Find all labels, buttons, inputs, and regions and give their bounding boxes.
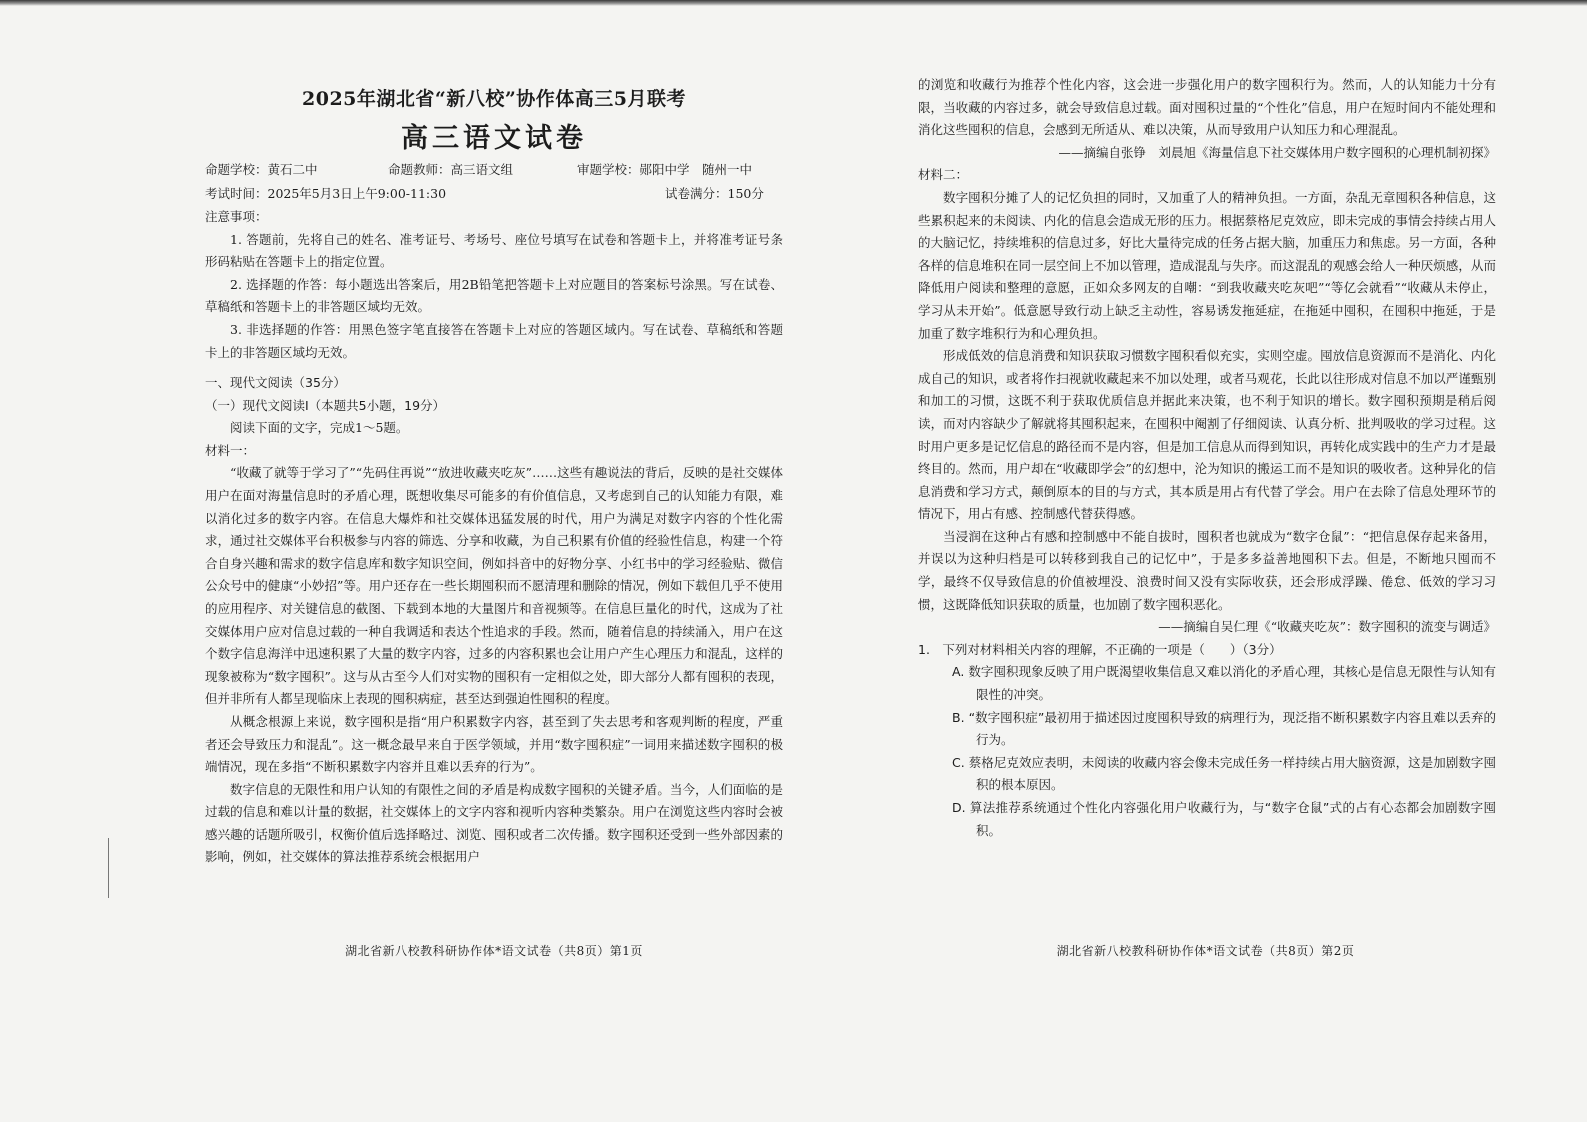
paragraph: 从概念根源上来说，数字囤积是指“用户积累数字内容，甚至到了失去思考和客观判断的程度，严重者还会导致压力和混乱”。这一概念最早来自于医学领域，并用“数字囤积症”一词用来描述数字囤积的极端情况，现在多指“不断积累数字内容并且难以丢弃的行为”。 <box>205 713 783 775</box>
paragraph: 数字信息的无限性和用户认知的有限性之间的矛盾是构成数字囤积的关键矛盾。当今，人们面临的是过载的信息和难以计量的数据，社交媒体上的文字内容和视听内容种类繁杂。用户在浏览这些内容时会被感兴趣的话题所吸引，权衡价值后选择略过、浏览、囤积或者二次传播。数字囤积还受到一些外部因素的影响，例如，社交媒体的算法推荐系统会根据用户 <box>205 781 783 865</box>
notices-block <box>205 206 783 364</box>
material-1-label: 材料一： <box>205 442 256 458</box>
meta-score: 试卷满分：150分 <box>665 186 764 201</box>
question-option-a: A. 数字囤积现象反映了用户既渴望收集信息又难以消化的矛盾心理，其核心是信息无限性与认知有限性的冲突。 <box>952 664 1496 703</box>
exam-page-1 <box>205 0 783 1122</box>
paragraph: “收藏了就等于学习了”“先码住再说”“放进收藏夹吃灰”……这些有趣说法的背后，反映的是社交媒体用户在面对海量信息时的矛盾心理，既想收集尽可能多的有价值信息，又考虑到自己的认知能力有限，难以消化过多的数字内容。在信息大爆炸和社交媒体迅猛发展的时代，用户为满足对数字内容的个性化需求，通过社交媒体平台积极参与内容的筛选、分享和收藏，为自己积累有价值的经验性信息，构建一个符合自身兴趣和需求的数字信息库和数字知识空间，例如抖音中的好物分享、小红书中的学习经验贴、微信公众号中的健康“小妙招”等。用户还存在一些长期囤积而不愿清理和删除的情况，例如下载但几乎不使用的应用程序、对关键信息的截图、下载到本地的大量图片和音视频等。在信息巨量化的时代，这成为了社交媒体用户应对信息过载的一种自我调适和表达个性追求的手段。然而，随着信息的持续涌入，用户在这个数字信息海洋中迅速积累了大量的数字内容，过多的内容积累也会让用户产生心理压力和混乱，这样的现象被称为“数字囤积”。这与从古至今人们对实物的囤积有一定相似之处，即大部分人都有囤积的表现，但并非所有人都呈现临床上表现的囤积病症，甚至达到强迫性囤积的程度。 <box>205 465 783 707</box>
section-heading: 一、现代文阅读（35分） <box>205 375 346 390</box>
meta-school: 命题学校：黄石二中 <box>205 162 318 177</box>
source-citation: ——摘编自吴仁理《“收藏夹吃灰”：数字囤积的流变与调适》 <box>1158 619 1496 635</box>
page-footer: 湖北省新八校教科研协作体*语文试卷（共8页）第1页 <box>345 944 643 958</box>
reading-section <box>205 372 783 869</box>
source-citation: ——摘编自张铮 刘晨旭《海量信息下社交媒体用户数字囤积的心理机制初探》 <box>1058 144 1496 160</box>
instruction-text: 阅读下面的文字，完成1～5题。 <box>230 420 409 436</box>
material-2-label: 材料二： <box>918 167 969 183</box>
question-option-d: D. 算法推荐系统通过个性化内容强化用户收藏行为，与“数字仓鼠”式的占有心态都会加剧数字囤积。 <box>952 800 1496 838</box>
page-2-body <box>918 74 1496 842</box>
question-stem: 1. 下列对材料相关内容的理解，不正确的一项是（ ）（3分） <box>918 641 1282 657</box>
question-option-c: C. 蔡格尼克效应表明，未阅读的收藏内容会像未完成任务一样持续占用大脑资源，这是加剧数字囤积的根本原因。 <box>952 754 1496 793</box>
subsection-heading: （一）现代文阅读Ⅰ（本题共5小题，19分） <box>205 397 446 413</box>
notice-item: 3. 非选择题的作答：用黑色签字笔直接答在答题卡上对应的答题区域内。写在试卷、草稿纸和答题卡上的非答题区域均无效。 <box>205 321 783 360</box>
binding-mark <box>108 838 109 898</box>
notice-heading: 注意事项： <box>205 209 268 224</box>
question-option-b: B. “数字囤积症”最初用于描述因过度囤积导致的病理行为，现泛指不断积累数字内容且难以丢弃的行为。 <box>952 709 1496 748</box>
paragraph: 形成低效的信息消费和知识获取习惯数字囤积看似充实，实则空虚。囤放信息资源而不是消化、内化成自己的知识，或者将作扫视就收藏起来不加以处理，或者马观花，长此以往形成对信息不加以严谨甄别和加工的习惯，这既不利于获取优质信息并据此来决策，也不利于知识的增长。数字囤积预期是稍后阅读，而对内容缺少了解就将其囤积起来，在囤积中阉割了仔细阅读、认真分析、批判吸收的学习过程。这时用户更多是记忆信息的路径而不是内容，但是加工信息从而得到知识，再转化成实践中的生产力才是最终目的。然而，用户却在“收藏即学会”的幻想中，沦为知识的搬运工而不是知识的吸收者。这种异化的信息消费和学习方式，颠倒原本的目的与方式，其本质是用占有代替了学会。用户在去除了信息处理环节的情况下，用占有感、控制感代替获得感。 <box>918 348 1496 522</box>
exam-subtitle: 高三语文试卷 <box>401 123 587 154</box>
paragraph: 当浸润在这种占有感和控制感中不能自拔时，囤积者也就成为“数字仓鼠”：“把信息保存起来备用，并误以为这种归档是可以转移到我自己的记忆中”，于是多多益善地囤积下去。但是，不断地只囤而不学，最终不仅导致信息的价值被埋没、浪费时间又没有实际收获，还会形成浮躁、倦怠、低效的学习习惯，这既降低知识获取的质量，也加剧了数字囤积恶化。 <box>918 528 1496 612</box>
exam-page-2 <box>918 0 1496 1122</box>
meta-teacher: 命题教师：高三语文组 <box>388 162 514 177</box>
notice-item: 1. 答题前，先将自己的姓名、准考证号、考场号、座位号填写在试卷和答题卡上，并将准考证号条形码粘贴在答题卡上的指定位置。 <box>205 231 783 270</box>
paragraph: 的浏览和收藏行为推荐个性化内容，这会进一步强化用户的数字囤积行为。然而，人的认知能力十分有限，当收藏的内容过多，就会导致信息过载。面对囤积过量的“个性化”信息，用户在短时间内不能处理和消化这些囤积的信息，会感到无所适从、难以决策，从而导致用户认知压力和心理混乱。 <box>918 77 1496 138</box>
page-footer: 湖北省新八校教科研协作体*语文试卷（共8页）第2页 <box>1056 944 1355 958</box>
exam-title: 2025年湖北省“新八校”协作体高三5月联考 <box>302 88 686 110</box>
notice-item: 2. 选择题的作答：每小题选出答案后，用2B铅笔把答题卡上对应题目的答案标号涂黑。写在试卷、草稿纸和答题卡上的非答题区域均无效。 <box>205 276 783 315</box>
meta-reviewer: 审题学校：郧阳中学 随州一中 <box>577 162 753 177</box>
meta-time: 考试时间：2025年5月3日上午9:00-11:30 <box>205 186 447 201</box>
paragraph: 数字囤积分摊了人的记忆负担的同时，又加重了人的精神负担。一方面，杂乱无章囤积各种信息，这些累积起来的未阅读、内化的信息会造成无形的压力。根据蔡格尼克效应，即未完成的事情会持续占用人的大脑记忆，持续堆积的信息过多，好比大量待完成的任务占据大脑，加重压力和焦虑。另一方面，各种各样的信息堆积在同一层空间上不加以管理，造成混乱与失序。而这混乱的观感会给人一种厌烦感，从而降低用户阅读和整理的意愿，正如众多网友的自嘲：“到我收藏夹吃灰吧”“等亿会就看”“收藏从未停止，学习从未开始”。低意愿导致行动上缺乏主动性，容易诱发拖延症，在拖延中囤积，在囤积中拖延，于是加重了数字堆积行为和心理负担。 <box>918 189 1496 341</box>
